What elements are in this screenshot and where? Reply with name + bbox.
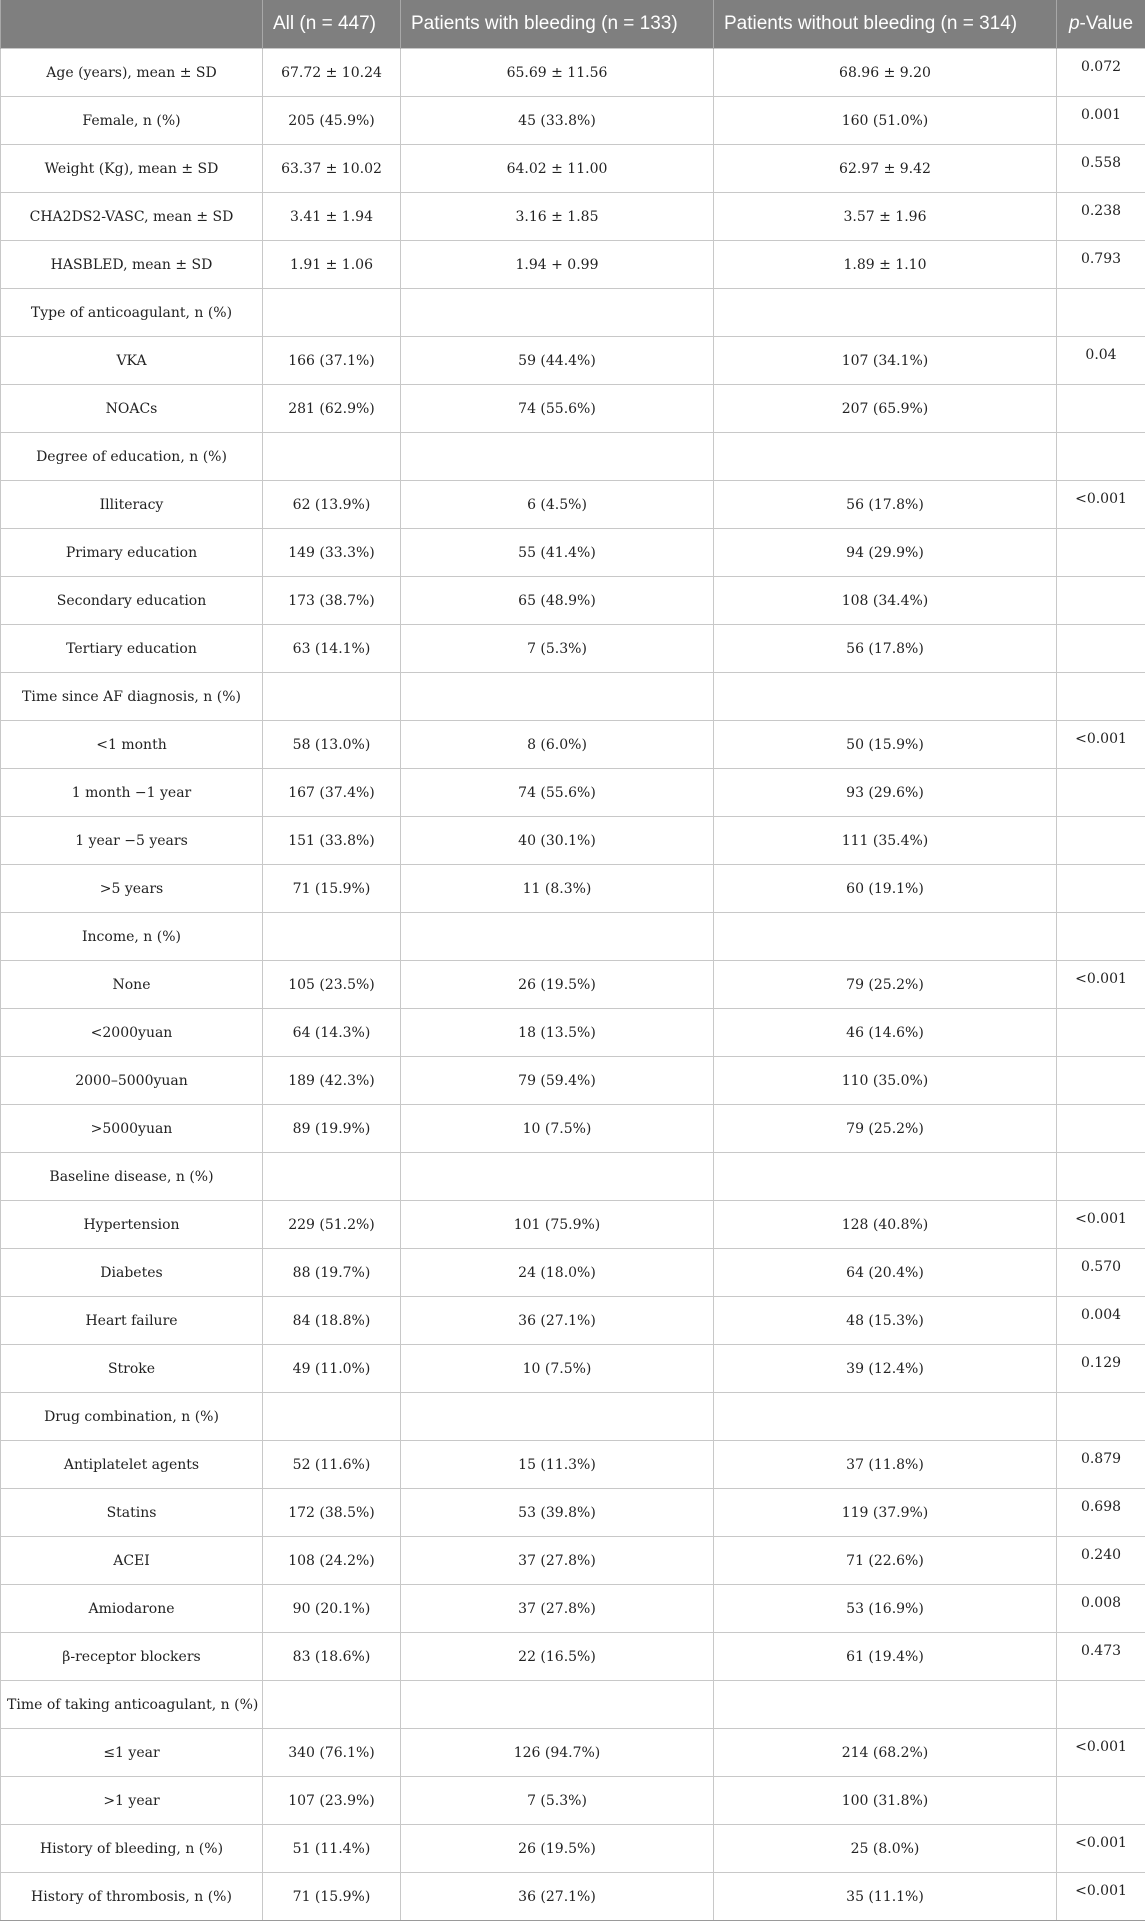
- cell-p-value: <0.001: [1057, 1729, 1145, 1777]
- cell-all: 51 (11.4%): [263, 1825, 401, 1873]
- row-label: Age (years), mean ± SD: [1, 49, 263, 97]
- cell-all: 166 (37.1%): [263, 337, 401, 385]
- cell-p-value: [1057, 433, 1145, 481]
- cell-without-bleeding: [714, 1153, 1057, 1201]
- cell-with-bleeding: [401, 673, 714, 721]
- table-row: [1, 1825, 1145, 1873]
- row-label: >5000yuan: [1, 1105, 263, 1153]
- cell-p-value: [1057, 817, 1145, 865]
- table-row: [1, 97, 1145, 145]
- table-row: [1, 241, 1145, 289]
- cell-all: 1.91 ± 1.06: [263, 241, 401, 289]
- cell-without-bleeding: 61 (19.4%): [714, 1633, 1057, 1681]
- cell-without-bleeding: 107 (34.1%): [714, 337, 1057, 385]
- table-row: [1, 1729, 1145, 1777]
- cell-with-bleeding: [401, 1681, 714, 1729]
- row-label: Income, n (%): [1, 913, 263, 961]
- row-label: Secondary education: [1, 577, 263, 625]
- cell-all: [263, 433, 401, 481]
- row-label: β-receptor blockers: [1, 1633, 263, 1681]
- cell-with-bleeding: 45 (33.8%): [401, 97, 714, 145]
- cell-without-bleeding: 100 (31.8%): [714, 1777, 1057, 1825]
- cell-without-bleeding: 119 (37.9%): [714, 1489, 1057, 1537]
- table-row: [1, 817, 1145, 865]
- cell-p-value: 0.558: [1057, 145, 1145, 193]
- cell-p-value: 0.238: [1057, 193, 1145, 241]
- cell-with-bleeding: 74 (55.6%): [401, 769, 714, 817]
- cell-with-bleeding: 37 (27.8%): [401, 1537, 714, 1585]
- cell-without-bleeding: [714, 1393, 1057, 1441]
- cell-all: 151 (33.8%): [263, 817, 401, 865]
- row-label: Tertiary education: [1, 625, 263, 673]
- cell-without-bleeding: 53 (16.9%): [714, 1585, 1057, 1633]
- row-label: <2000yuan: [1, 1009, 263, 1057]
- cell-without-bleeding: [714, 913, 1057, 961]
- cell-all: 173 (38.7%): [263, 577, 401, 625]
- cell-without-bleeding: 79 (25.2%): [714, 1105, 1057, 1153]
- cell-all: 172 (38.5%): [263, 1489, 401, 1537]
- cell-with-bleeding: 8 (6.0%): [401, 721, 714, 769]
- table-row: [1, 193, 1145, 241]
- row-label: NOACs: [1, 385, 263, 433]
- cell-p-value: 0.698: [1057, 1489, 1145, 1537]
- row-label: Stroke: [1, 1345, 263, 1393]
- cell-p-value: [1057, 1393, 1145, 1441]
- table-row: [1, 769, 1145, 817]
- cell-p-value: [1057, 529, 1145, 577]
- cell-without-bleeding: 35 (11.1%): [714, 1873, 1057, 1921]
- row-label: 1 year −5 years: [1, 817, 263, 865]
- table-row: [1, 1585, 1145, 1633]
- row-label: Illiteracy: [1, 481, 263, 529]
- row-label: Type of anticoagulant, n (%): [1, 289, 263, 337]
- header-p-value: [1057, 0, 1145, 49]
- cell-without-bleeding: 48 (15.3%): [714, 1297, 1057, 1345]
- cell-without-bleeding: 37 (11.8%): [714, 1441, 1057, 1489]
- cell-with-bleeding: 10 (7.5%): [401, 1105, 714, 1153]
- table-row: [1, 1105, 1145, 1153]
- cell-with-bleeding: 7 (5.3%): [401, 1777, 714, 1825]
- header-with-bleeding: Patients with bleeding (n = 133): [401, 0, 714, 49]
- cell-all: 105 (23.5%): [263, 961, 401, 1009]
- cell-p-value: 0.04: [1057, 337, 1145, 385]
- cell-p-value: [1057, 769, 1145, 817]
- cell-all: 63.37 ± 10.02: [263, 145, 401, 193]
- cell-with-bleeding: 101 (75.9%): [401, 1201, 714, 1249]
- cell-all: [263, 673, 401, 721]
- cell-p-value: [1057, 865, 1145, 913]
- cell-with-bleeding: 40 (30.1%): [401, 817, 714, 865]
- cell-all: 83 (18.6%): [263, 1633, 401, 1681]
- cell-p-value: 0.473: [1057, 1633, 1145, 1681]
- cell-without-bleeding: 93 (29.6%): [714, 769, 1057, 817]
- cell-all: 89 (19.9%): [263, 1105, 401, 1153]
- table-row: [1, 1681, 1145, 1729]
- cell-without-bleeding: 64 (20.4%): [714, 1249, 1057, 1297]
- cell-p-value: [1057, 1777, 1145, 1825]
- cell-with-bleeding: 6 (4.5%): [401, 481, 714, 529]
- row-label: Amiodarone: [1, 1585, 263, 1633]
- cell-with-bleeding: [401, 1393, 714, 1441]
- cell-p-value: [1057, 1105, 1145, 1153]
- cell-all: 88 (19.7%): [263, 1249, 401, 1297]
- table-row: [1, 49, 1145, 97]
- cell-all: 167 (37.4%): [263, 769, 401, 817]
- row-label: History of thrombosis, n (%): [1, 1873, 263, 1921]
- cell-with-bleeding: 53 (39.8%): [401, 1489, 714, 1537]
- table-row: [1, 481, 1145, 529]
- cell-p-value: <0.001: [1057, 1201, 1145, 1249]
- row-label: Antiplatelet agents: [1, 1441, 263, 1489]
- table-row: [1, 1009, 1145, 1057]
- row-label: History of bleeding, n (%): [1, 1825, 263, 1873]
- cell-all: 58 (13.0%): [263, 721, 401, 769]
- cell-all: 149 (33.3%): [263, 529, 401, 577]
- cell-p-value: 0.072: [1057, 49, 1145, 97]
- table-row: [1, 1297, 1145, 1345]
- cell-all: 90 (20.1%): [263, 1585, 401, 1633]
- cell-p-value: <0.001: [1057, 961, 1145, 1009]
- cell-without-bleeding: 1.89 ± 1.10: [714, 241, 1057, 289]
- row-label: Primary education: [1, 529, 263, 577]
- cell-p-value: 0.001: [1057, 97, 1145, 145]
- cell-with-bleeding: [401, 913, 714, 961]
- table-row: [1, 1345, 1145, 1393]
- cell-all: 107 (23.9%): [263, 1777, 401, 1825]
- table-row: [1, 1441, 1145, 1489]
- cell-with-bleeding: 10 (7.5%): [401, 1345, 714, 1393]
- header-all: All (n = 447): [263, 0, 401, 49]
- row-label: Degree of education, n (%): [1, 433, 263, 481]
- cell-all: 64 (14.3%): [263, 1009, 401, 1057]
- cell-all: [263, 913, 401, 961]
- row-label: None: [1, 961, 263, 1009]
- header-p-suffix: -Value: [1080, 13, 1134, 34]
- cell-without-bleeding: 25 (8.0%): [714, 1825, 1057, 1873]
- cell-all: 189 (42.3%): [263, 1057, 401, 1105]
- cell-without-bleeding: 3.57 ± 1.96: [714, 193, 1057, 241]
- cell-without-bleeding: 160 (51.0%): [714, 97, 1057, 145]
- cell-p-value: [1057, 577, 1145, 625]
- cell-p-value: 0.570: [1057, 1249, 1145, 1297]
- cell-p-value: <0.001: [1057, 721, 1145, 769]
- cell-p-value: [1057, 289, 1145, 337]
- cell-with-bleeding: 64.02 ± 11.00: [401, 145, 714, 193]
- cell-all: 49 (11.0%): [263, 1345, 401, 1393]
- table-row: [1, 1249, 1145, 1297]
- table-row: [1, 1393, 1145, 1441]
- cell-without-bleeding: 110 (35.0%): [714, 1057, 1057, 1105]
- row-label: VKA: [1, 337, 263, 385]
- cell-with-bleeding: 55 (41.4%): [401, 529, 714, 577]
- cell-with-bleeding: 65.69 ± 11.56: [401, 49, 714, 97]
- table-row: [1, 385, 1145, 433]
- cell-with-bleeding: [401, 1153, 714, 1201]
- row-label: Female, n (%): [1, 97, 263, 145]
- cell-without-bleeding: [714, 289, 1057, 337]
- cell-all: [263, 289, 401, 337]
- cell-without-bleeding: 60 (19.1%): [714, 865, 1057, 913]
- table-row: [1, 865, 1145, 913]
- table-row: [1, 1873, 1145, 1921]
- cell-without-bleeding: 56 (17.8%): [714, 481, 1057, 529]
- cell-without-bleeding: 94 (29.9%): [714, 529, 1057, 577]
- cell-with-bleeding: 36 (27.1%): [401, 1297, 714, 1345]
- table-row: [1, 1537, 1145, 1585]
- row-label: >5 years: [1, 865, 263, 913]
- cell-without-bleeding: 128 (40.8%): [714, 1201, 1057, 1249]
- header-p-letter: p: [1069, 13, 1080, 34]
- table-row: [1, 337, 1145, 385]
- cell-with-bleeding: 7 (5.3%): [401, 625, 714, 673]
- cell-without-bleeding: 46 (14.6%): [714, 1009, 1057, 1057]
- cell-with-bleeding: 11 (8.3%): [401, 865, 714, 913]
- row-label: ACEI: [1, 1537, 263, 1585]
- cell-all: 71 (15.9%): [263, 1873, 401, 1921]
- cell-all: 62 (13.9%): [263, 481, 401, 529]
- row-label: 2000–5000yuan: [1, 1057, 263, 1105]
- cell-p-value: <0.001: [1057, 481, 1145, 529]
- cell-without-bleeding: 111 (35.4%): [714, 817, 1057, 865]
- table-row: [1, 1633, 1145, 1681]
- cell-p-value: [1057, 1057, 1145, 1105]
- cell-p-value: 0.004: [1057, 1297, 1145, 1345]
- row-label: >1 year: [1, 1777, 263, 1825]
- cell-without-bleeding: 50 (15.9%): [714, 721, 1057, 769]
- cell-without-bleeding: 62.97 ± 9.42: [714, 145, 1057, 193]
- table-row: [1, 1153, 1145, 1201]
- table-row: [1, 529, 1145, 577]
- cell-with-bleeding: 15 (11.3%): [401, 1441, 714, 1489]
- cell-with-bleeding: 26 (19.5%): [401, 961, 714, 1009]
- table-row: [1, 1201, 1145, 1249]
- cell-p-value: [1057, 673, 1145, 721]
- table-row: [1, 145, 1145, 193]
- table-row: [1, 673, 1145, 721]
- cell-all: [263, 1393, 401, 1441]
- row-label: CHA2DS2-VASC, mean ± SD: [1, 193, 263, 241]
- row-label: Statins: [1, 1489, 263, 1537]
- cell-with-bleeding: 65 (48.9%): [401, 577, 714, 625]
- table-row: [1, 1057, 1145, 1105]
- cell-without-bleeding: 71 (22.6%): [714, 1537, 1057, 1585]
- row-label: Hypertension: [1, 1201, 263, 1249]
- cell-with-bleeding: 3.16 ± 1.85: [401, 193, 714, 241]
- cell-without-bleeding: 214 (68.2%): [714, 1729, 1057, 1777]
- cell-without-bleeding: [714, 1681, 1057, 1729]
- cell-p-value: [1057, 385, 1145, 433]
- cell-all: 71 (15.9%): [263, 865, 401, 913]
- cell-all: [263, 1681, 401, 1729]
- row-label: Diabetes: [1, 1249, 263, 1297]
- cell-all: 3.41 ± 1.94: [263, 193, 401, 241]
- row-label: Time since AF diagnosis, n (%): [1, 673, 263, 721]
- cell-p-value: [1057, 625, 1145, 673]
- header-variable: [1, 0, 263, 49]
- row-label: Weight (Kg), mean ± SD: [1, 145, 263, 193]
- cell-all: 52 (11.6%): [263, 1441, 401, 1489]
- cell-all: 229 (51.2%): [263, 1201, 401, 1249]
- cell-with-bleeding: [401, 289, 714, 337]
- cell-all: 63 (14.1%): [263, 625, 401, 673]
- cell-with-bleeding: 22 (16.5%): [401, 1633, 714, 1681]
- cell-p-value: <0.001: [1057, 1825, 1145, 1873]
- cell-with-bleeding: 1.94 + 0.99: [401, 241, 714, 289]
- cell-p-value: [1057, 1681, 1145, 1729]
- cell-with-bleeding: 37 (27.8%): [401, 1585, 714, 1633]
- row-label: Heart failure: [1, 1297, 263, 1345]
- cell-p-value: 0.008: [1057, 1585, 1145, 1633]
- cell-with-bleeding: [401, 433, 714, 481]
- table-row: [1, 433, 1145, 481]
- row-label: HASBLED, mean ± SD: [1, 241, 263, 289]
- cell-all: 67.72 ± 10.24: [263, 49, 401, 97]
- table-row: [1, 1489, 1145, 1537]
- cell-p-value: [1057, 913, 1145, 961]
- cell-all: 281 (62.9%): [263, 385, 401, 433]
- row-label: Baseline disease, n (%): [1, 1153, 263, 1201]
- header-row: [1, 0, 1145, 49]
- cell-without-bleeding: 79 (25.2%): [714, 961, 1057, 1009]
- table-row: [1, 577, 1145, 625]
- table-row: [1, 1777, 1145, 1825]
- table-row: [1, 961, 1145, 1009]
- cell-with-bleeding: 59 (44.4%): [401, 337, 714, 385]
- table-row: [1, 289, 1145, 337]
- cell-without-bleeding: 207 (65.9%): [714, 385, 1057, 433]
- cell-all: 340 (76.1%): [263, 1729, 401, 1777]
- cell-without-bleeding: [714, 433, 1057, 481]
- row-label: <1 month: [1, 721, 263, 769]
- table-row: [1, 625, 1145, 673]
- cell-all: [263, 1153, 401, 1201]
- table-body: [1, 49, 1145, 1921]
- cell-p-value: 0.240: [1057, 1537, 1145, 1585]
- cell-without-bleeding: 108 (34.4%): [714, 577, 1057, 625]
- row-label: 1 month −1 year: [1, 769, 263, 817]
- row-label: Drug combination, n (%): [1, 1393, 263, 1441]
- table-row: [1, 913, 1145, 961]
- cell-with-bleeding: 18 (13.5%): [401, 1009, 714, 1057]
- table-row: [1, 721, 1145, 769]
- cell-with-bleeding: 24 (18.0%): [401, 1249, 714, 1297]
- cell-without-bleeding: 39 (12.4%): [714, 1345, 1057, 1393]
- cell-p-value: 0.879: [1057, 1441, 1145, 1489]
- cell-without-bleeding: 56 (17.8%): [714, 625, 1057, 673]
- cell-with-bleeding: 126 (94.7%): [401, 1729, 714, 1777]
- cell-without-bleeding: [714, 673, 1057, 721]
- header-without-bleeding: Patients without bleeding (n = 314): [714, 0, 1057, 49]
- cell-p-value: 0.129: [1057, 1345, 1145, 1393]
- cell-all: 84 (18.8%): [263, 1297, 401, 1345]
- row-label: Time of taking anticoagulant, n (%): [1, 1681, 263, 1729]
- cell-without-bleeding: 68.96 ± 9.20: [714, 49, 1057, 97]
- cell-all: 108 (24.2%): [263, 1537, 401, 1585]
- cell-p-value: 0.793: [1057, 241, 1145, 289]
- cell-all: 205 (45.9%): [263, 97, 401, 145]
- row-label: ≤1 year: [1, 1729, 263, 1777]
- cell-with-bleeding: 79 (59.4%): [401, 1057, 714, 1105]
- cell-with-bleeding: 26 (19.5%): [401, 1825, 714, 1873]
- cell-with-bleeding: 36 (27.1%): [401, 1873, 714, 1921]
- cell-p-value: [1057, 1009, 1145, 1057]
- cell-p-value: [1057, 1153, 1145, 1201]
- cell-p-value: <0.001: [1057, 1873, 1145, 1921]
- cell-with-bleeding: 74 (55.6%): [401, 385, 714, 433]
